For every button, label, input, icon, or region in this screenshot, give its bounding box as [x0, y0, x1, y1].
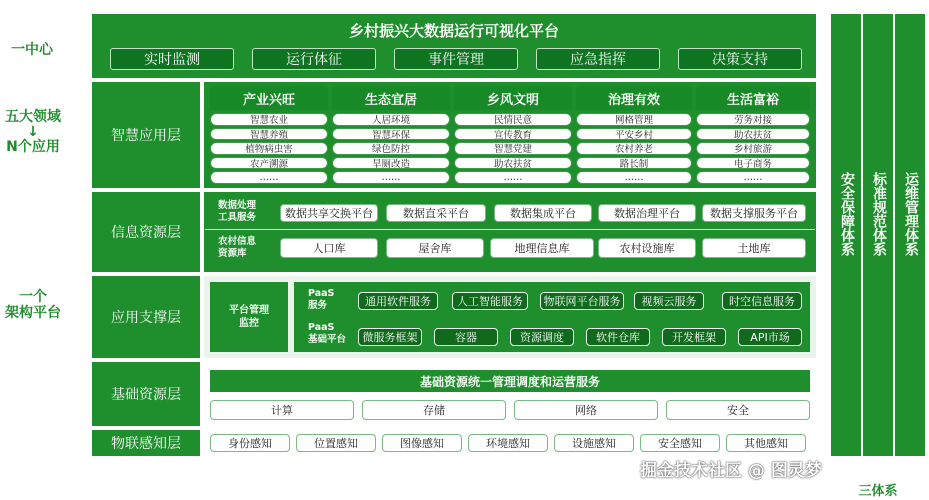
tab-realtime-monitoring[interactable]: 实时监测 — [110, 48, 234, 70]
basic-resource-header: 基础资源统一管理调度和运营服务 — [210, 370, 810, 392]
domain-item: …… — [454, 171, 572, 184]
iot-item: 环境感知 — [468, 434, 548, 452]
domain-item: 乡村旅游 — [696, 142, 810, 155]
iot-panel — [204, 430, 816, 456]
iot-item: 设施感知 — [554, 434, 634, 452]
ops-system-column — [895, 14, 925, 456]
divider — [205, 229, 815, 230]
one-platform-label-line2: 架构平台 — [5, 304, 61, 321]
paas-base-label: PaaS 基础平台 — [308, 322, 347, 345]
paas-base-item: 资源调度 — [510, 328, 574, 346]
tab-operation-signs[interactable]: 运行体征 — [252, 48, 376, 70]
domain-title: 产业兴旺 — [210, 86, 328, 110]
paas-service-item: 人工智能服务 — [452, 292, 528, 310]
db-item: 屋舍库 — [386, 238, 484, 258]
domain-item: 助农扶贫 — [696, 128, 810, 141]
platform-monitoring-box: 平台管理 监控 — [210, 282, 288, 352]
domain-item: …… — [210, 171, 328, 184]
domain-item: 农产溯源 — [210, 157, 328, 170]
one-center-label: 一中心 — [11, 41, 53, 58]
data-tools-label: 数据处理 工具服务 — [218, 200, 257, 223]
db-item: 土地库 — [702, 238, 806, 258]
ops-system-label: 运维管理体系 — [903, 172, 919, 256]
layer-iot-perception: 物联感知层 — [92, 430, 200, 456]
smart-app-panel — [204, 82, 816, 188]
domain-card — [332, 86, 450, 184]
domain-item: …… — [696, 171, 810, 184]
layer-app-support: 应用支撑层 — [92, 276, 200, 358]
paas-base-item: API市场 — [738, 328, 802, 346]
tool-item: 数据直采平台 — [386, 204, 486, 222]
paas-base-item: 容器 — [434, 328, 498, 346]
paas-service-item: 物联网平台服务 — [540, 292, 624, 310]
domain-card — [696, 86, 810, 184]
layer-info-resource: 信息资源层 — [92, 192, 200, 272]
domain-item: 智慧党建 — [454, 142, 572, 155]
domain-item: …… — [576, 171, 692, 184]
basic-item: 网络 — [514, 400, 658, 420]
tool-item: 数据集成平台 — [494, 204, 592, 222]
n-apps-label: N个应用 — [6, 138, 60, 155]
domain-item: 助农扶贫 — [454, 157, 572, 170]
basic-resource-panel — [204, 362, 816, 426]
domain-item: 平安乡村 — [576, 128, 692, 141]
domain-item: …… — [332, 171, 450, 184]
paas-service-item: 时空信息服务 — [722, 292, 802, 310]
domain-item: 旱厕改造 — [332, 157, 450, 170]
layer-smart-app: 智慧应用层 — [92, 82, 200, 188]
info-resource-panel — [204, 192, 816, 272]
tab-emergency-command[interactable]: 应急指挥 — [536, 48, 660, 70]
paas-base-item: 开发框架 — [662, 328, 726, 346]
tool-item: 数据共享交换平台 — [280, 204, 378, 222]
domain-title: 生态宜居 — [332, 86, 450, 110]
domain-title: 治理有效 — [576, 86, 692, 110]
domain-item: 智慧环保 — [332, 128, 450, 141]
domain-item: 宣传教育 — [454, 128, 572, 141]
domain-card — [576, 86, 692, 184]
watermark: 掘金技术社区 @ 图灵梦 — [640, 461, 822, 481]
db-item: 农村设施库 — [598, 238, 696, 258]
domain-item: 电子商务 — [696, 157, 810, 170]
rural-db-label: 农村信息 资源库 — [218, 236, 257, 259]
tab-decision-support[interactable]: 决策支持 — [678, 48, 802, 70]
tab-event-management[interactable]: 事件管理 — [394, 48, 518, 70]
domain-item: 植物病虫害 — [210, 142, 328, 155]
tool-item: 数据治理平台 — [598, 204, 696, 222]
paas-service-label: PaaS 服务 — [308, 288, 335, 311]
iot-item: 身份感知 — [210, 434, 290, 452]
down-arrow-icon: ↓ — [27, 123, 39, 140]
iot-item: 其他感知 — [726, 434, 806, 452]
three-systems-label: 三体系 — [858, 483, 898, 499]
paas-box — [294, 282, 810, 352]
domain-item: 劳务对接 — [696, 113, 810, 126]
paas-base-item: 软件仓库 — [586, 328, 650, 346]
domain-item: 智慧养殖 — [210, 128, 328, 141]
tool-item: 数据支撑服务平台 — [702, 204, 806, 222]
iot-item: 位置感知 — [296, 434, 376, 452]
one-platform-label-line1: 一个 — [19, 288, 47, 305]
basic-item: 计算 — [210, 400, 354, 420]
domain-item: 路长制 — [576, 157, 692, 170]
standards-system-column — [863, 14, 893, 456]
iot-item: 安全感知 — [640, 434, 720, 452]
domain-item: 民情民意 — [454, 113, 572, 126]
domain-item: 网格管理 — [576, 113, 692, 126]
domain-item: 人居环境 — [332, 113, 450, 126]
paas-service-item: 通用软件服务 — [358, 292, 438, 310]
paas-service-item: 视频云服务 — [634, 292, 704, 310]
app-support-panel — [204, 276, 816, 358]
domain-card — [210, 86, 328, 184]
iot-item: 图像感知 — [382, 434, 462, 452]
layer-basic-resource: 基础资源层 — [92, 362, 200, 426]
basic-item: 存储 — [362, 400, 506, 420]
domain-title: 生活富裕 — [696, 86, 810, 110]
five-domains-label: 五大领域 — [5, 108, 61, 125]
domain-item: 农村养老 — [576, 142, 692, 155]
domain-item: 智慧农业 — [210, 113, 328, 126]
domain-card — [454, 86, 572, 184]
paas-base-item: 微服务框架 — [358, 328, 422, 346]
db-item: 人口库 — [280, 238, 378, 258]
platform-title: 乡村振兴大数据运行可视化平台 — [348, 21, 559, 40]
security-system-column — [831, 14, 861, 456]
security-system-label: 安全保障体系 — [839, 172, 855, 256]
db-item: 地理信息库 — [490, 238, 594, 258]
standards-system-label: 标准规范体系 — [871, 172, 887, 256]
basic-item: 安全 — [666, 400, 810, 420]
domain-title: 乡风文明 — [454, 86, 572, 110]
domain-item: 绿色防控 — [332, 142, 450, 155]
platform-header — [92, 14, 816, 78]
